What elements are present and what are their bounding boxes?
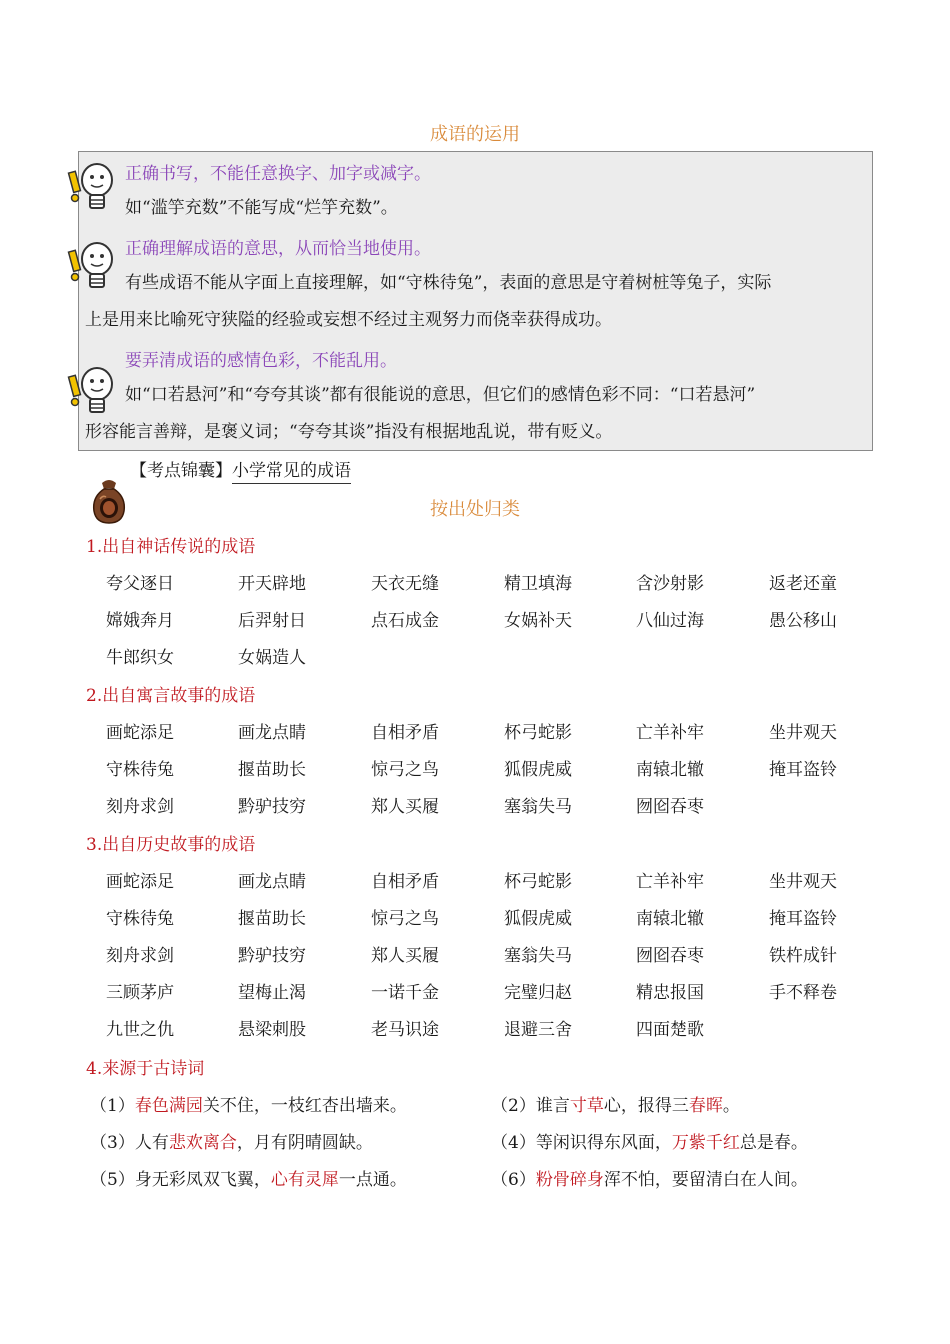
page-title: 成语的运用 xyxy=(430,124,520,145)
idiom-item: 囫囵吞枣 xyxy=(636,797,704,817)
idiom-item: 九世之仇 xyxy=(106,1020,174,1040)
idiom-item: 开天辟地 xyxy=(238,574,306,594)
idiom-item: 女娲补天 xyxy=(504,611,572,631)
highlighted-idiom: 悲欢离合 xyxy=(168,1133,237,1153)
highlighted-idiom: 寸草 xyxy=(569,1096,604,1116)
idiom-item: 揠苗助长 xyxy=(238,909,306,929)
idiom-item: 画龙点睛 xyxy=(238,872,306,892)
tip-heading-1: 正确书写，不能任意换字、加字或减字。 xyxy=(125,164,431,184)
poem-text: 人有 xyxy=(134,1133,169,1153)
idiom-item: 南辕北辙 xyxy=(636,909,704,929)
idiom-item: 画龙点睛 xyxy=(238,723,306,743)
idiom-item: 坐井观天 xyxy=(769,723,837,743)
idiom-item: 含沙射影 xyxy=(636,574,704,594)
tips-box xyxy=(78,151,873,451)
section-title-text: 2.出自寓言故事的成语 xyxy=(86,686,256,706)
poem-line xyxy=(491,1091,740,1116)
idiom-item: 塞翁失马 xyxy=(504,797,572,817)
poem-number: （4） xyxy=(491,1133,536,1153)
idiom-item: 亡羊补牢 xyxy=(636,872,704,892)
poem-text: 浑不怕，要留清白在人间。 xyxy=(603,1170,808,1190)
idiom-item: 守株待兔 xyxy=(106,909,174,929)
subtitle: 按出处归类 xyxy=(430,499,520,520)
idiom-item: 悬梁刺股 xyxy=(238,1020,306,1040)
section-title-1 xyxy=(86,532,255,557)
poem-line xyxy=(491,1165,808,1190)
idiom-item: 坐井观天 xyxy=(769,872,837,892)
poem-line xyxy=(90,1165,407,1190)
idiom-item: 嫦娥奔月 xyxy=(106,611,174,631)
poem-number: （5） xyxy=(90,1170,135,1190)
poem-text: 关不住，一枝红杏出墙来。 xyxy=(202,1096,407,1116)
idiom-item: 黔驴技穷 xyxy=(238,797,306,817)
section-title-4 xyxy=(86,1054,204,1079)
poem-text: 心，报得三 xyxy=(603,1096,689,1116)
highlighted-idiom: 心有灵犀 xyxy=(270,1170,339,1190)
section-title-2 xyxy=(86,681,255,706)
section-title-3 xyxy=(86,830,255,855)
tip-text-2b: 上是用来比喻死守狭隘的经验或妄想不经过主观努力而侥幸获得成功。 xyxy=(85,310,612,330)
idiom-item: 杯弓蛇影 xyxy=(504,723,572,743)
section-title-text: 1.出自神话传说的成语 xyxy=(86,537,256,557)
idiom-item: 郑人买履 xyxy=(371,797,439,817)
idiom-item: 囫囵吞枣 xyxy=(636,946,704,966)
highlighted-idiom: 粉骨碎身 xyxy=(535,1170,604,1190)
idiom-item: 画蛇添足 xyxy=(106,723,174,743)
section-title-text: 4.来源于古诗词 xyxy=(86,1059,205,1079)
tip-heading-2: 正确理解成语的意思，从而恰当地使用。 xyxy=(125,239,431,259)
idiom-item: 老马识途 xyxy=(371,1020,439,1040)
idiom-item: 铁杵成针 xyxy=(769,946,837,966)
idiom-item: 南辕北辙 xyxy=(636,760,704,780)
tip-text-3b: 形容能言善辩，是褒义词；“夸夸其谈”指没有根据地乱说，带有贬义。 xyxy=(85,422,613,442)
idiom-item: 返老还童 xyxy=(769,574,837,594)
idiom-item: 揠苗助长 xyxy=(238,760,306,780)
kaodian-title: 小学常见的成语 xyxy=(232,461,351,484)
idiom-item: 手不释卷 xyxy=(769,983,837,1003)
idiom-item: 塞翁失马 xyxy=(504,946,572,966)
poem-line xyxy=(90,1128,373,1153)
poem-number: （1） xyxy=(90,1096,135,1116)
idiom-item: 精忠报国 xyxy=(636,983,704,1003)
poem-text: 等闲识得东风面， xyxy=(535,1133,672,1153)
idiom-item: 三顾茅庐 xyxy=(106,983,174,1003)
idiom-item: 狐假虎威 xyxy=(504,909,572,929)
idiom-item: 狐假虎威 xyxy=(504,760,572,780)
poem-number: （6） xyxy=(491,1170,536,1190)
highlighted-idiom: 万紫千红 xyxy=(671,1133,740,1153)
idiom-item: 掩耳盗铃 xyxy=(769,909,837,929)
idiom-item: 天衣无缝 xyxy=(371,574,439,594)
poem-number: （2） xyxy=(491,1096,536,1116)
idiom-item: 女娲造人 xyxy=(238,648,306,668)
idiom-item: 刻舟求剑 xyxy=(106,946,174,966)
idiom-item: 自相矛盾 xyxy=(371,872,439,892)
idiom-item: 望梅止渴 xyxy=(238,983,306,1003)
poem-number: （3） xyxy=(90,1133,135,1153)
tip-text-3a: 如“口若悬河”和“夸夸其谈”都有很能说的意思，但它们的感情色彩不同：“口若悬河” xyxy=(125,385,756,405)
idiom-item: 一诺千金 xyxy=(371,983,439,1003)
tip-heading-3: 要弄清成语的感情色彩，不能乱用。 xyxy=(125,351,397,371)
idiom-item: 画蛇添足 xyxy=(106,872,174,892)
poem-text: 身无彩凤双飞翼， xyxy=(134,1170,271,1190)
idiom-item: 四面楚歌 xyxy=(636,1020,704,1040)
idiom-item: 精卫填海 xyxy=(504,574,572,594)
idiom-item: 牛郎织女 xyxy=(106,648,174,668)
idiom-item: 愚公移山 xyxy=(769,611,837,631)
poem-text: 。 xyxy=(722,1096,740,1116)
highlighted-idiom: 春色满园 xyxy=(134,1096,203,1116)
poem-text: 谁言 xyxy=(535,1096,570,1116)
idiom-item: 黔驴技穷 xyxy=(238,946,306,966)
tip-text-2a: 有些成语不能从字面上直接理解，如“守株待兔”，表面的意思是守着树桩等兔子，实际 xyxy=(125,273,772,293)
section-title-text: 3.出自历史故事的成语 xyxy=(86,835,256,855)
kaodian-label: 【考点锦囊】 xyxy=(130,461,232,481)
idiom-item: 刻舟求剑 xyxy=(106,797,174,817)
idiom-item: 八仙过海 xyxy=(636,611,704,631)
idiom-item: 亡羊补牢 xyxy=(636,723,704,743)
poem-text: 一点通。 xyxy=(338,1170,407,1190)
idiom-item: 后羿射日 xyxy=(238,611,306,631)
idiom-item: 点石成金 xyxy=(371,611,439,631)
highlighted-idiom: 春晖 xyxy=(688,1096,723,1116)
idiom-item: 惊弓之鸟 xyxy=(371,909,439,929)
idiom-item: 夸父逐日 xyxy=(106,574,174,594)
poem-line xyxy=(491,1128,808,1153)
idiom-item: 惊弓之鸟 xyxy=(371,760,439,780)
poem-line xyxy=(90,1091,407,1116)
poem-text: 总是春。 xyxy=(739,1133,808,1153)
poem-text: ，月有阴晴圆缺。 xyxy=(236,1133,373,1153)
lightbulb-icon xyxy=(67,158,119,218)
idiom-item: 退避三舍 xyxy=(504,1020,572,1040)
idiom-item: 自相矛盾 xyxy=(371,723,439,743)
lightbulb-icon xyxy=(67,237,119,297)
idiom-item: 郑人买履 xyxy=(371,946,439,966)
idiom-item: 杯弓蛇影 xyxy=(504,872,572,892)
kaodian-header xyxy=(130,456,351,481)
idiom-item: 完璧归赵 xyxy=(504,983,572,1003)
tip-text-1: 如“滥竽充数”不能写成“烂竽充数”。 xyxy=(125,198,398,218)
idiom-item: 掩耳盗铃 xyxy=(769,760,837,780)
idiom-item: 守株待兔 xyxy=(106,760,174,780)
